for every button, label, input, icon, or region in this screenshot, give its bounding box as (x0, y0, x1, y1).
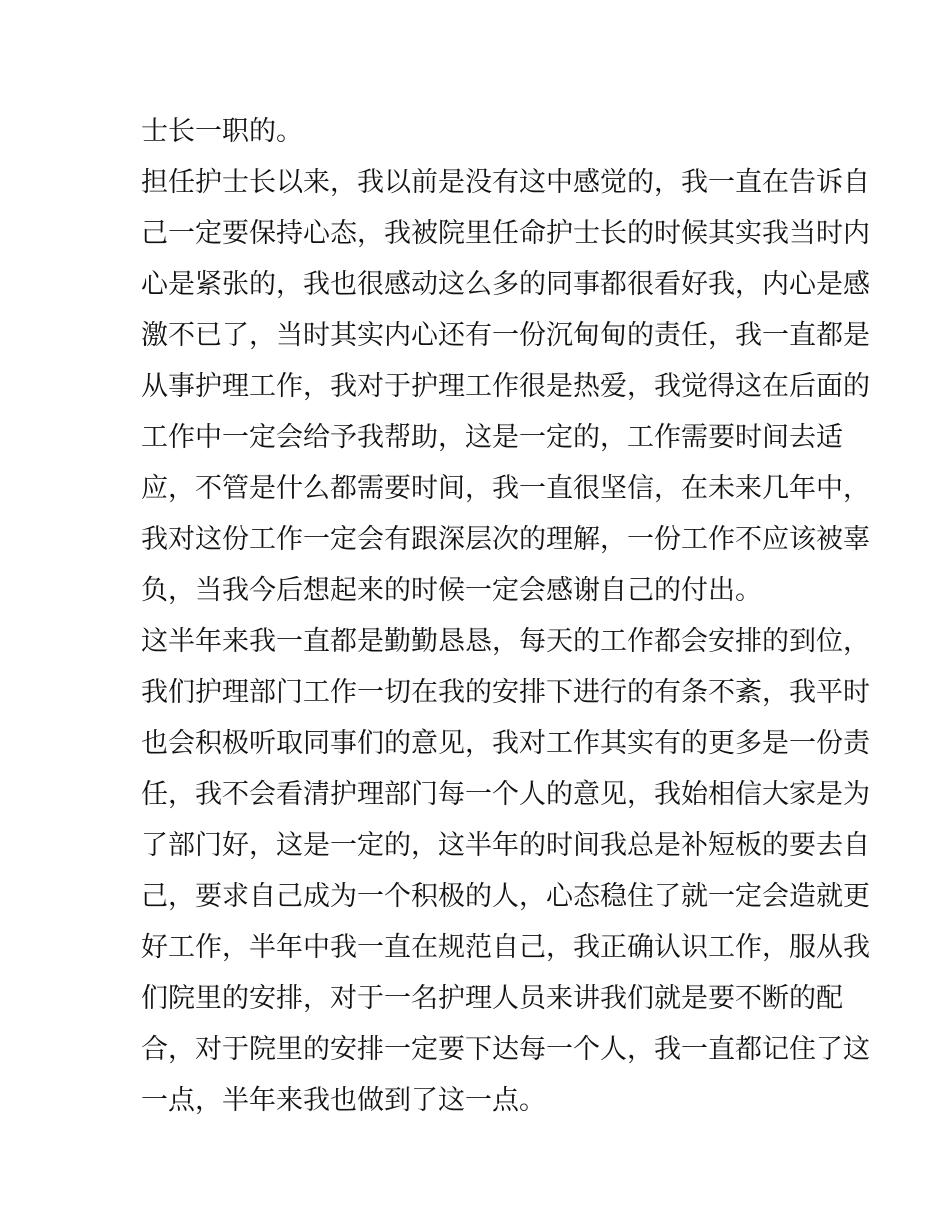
text-line: 激不已了，当时其实内心还有一份沉甸甸的责任，我一直都是 (141, 320, 870, 351)
text-line: 了部门好，这是一定的，这半年的时间我总是补短板的要去自 (141, 830, 870, 861)
text-line: 己一定要保持心态，我被院里任命护士长的时候其实我当时内 (141, 218, 870, 249)
text-line: 担任护士长以来，我以前是没有这中感觉的，我一直在告诉自 (141, 167, 870, 198)
text-line: 从事护理工作，我对于护理工作很是热爱，我觉得这在后面的 (141, 371, 870, 402)
text-line: 负，当我今后想起来的时候一定会感谢自己的付出。 (141, 575, 762, 606)
text-line: 我对这份工作一定会有跟深层次的理解，一份工作不应该被辜 (141, 524, 870, 555)
text-line: 这半年来我一直都是勤勤恳恳，每天的工作都会安排的到位， (141, 626, 870, 657)
body-text (141, 106, 870, 1126)
text-line: 应，不管是什么都需要时间，我一直很坚信，在未来几年中， (141, 473, 870, 504)
text-line: 合，对于院里的安排一定要下达每一个人，我一直都记住了这 (141, 1034, 870, 1065)
text-line: 心是紧张的，我也很感动这么多的同事都很看好我，内心是感 (141, 269, 870, 300)
text-line: 好工作，半年中我一直在规范自己，我正确认识工作，服从我 (141, 932, 870, 963)
text-line: 我们护理部门工作一切在我的安排下进行的有条不紊，我平时 (141, 677, 870, 708)
text-line: 己，要求自己成为一个积极的人，心态稳住了就一定会造就更 (141, 881, 870, 912)
text-line: 一点，半年来我也做到了这一点。 (141, 1085, 546, 1116)
text-line: 也会积极听取同事们的意见，我对工作其实有的更多是一份责 (141, 728, 870, 759)
text-line: 任，我不会看清护理部门每一个人的意见，我始相信大家是为 (141, 779, 870, 810)
text-line: 士长一职的。 (141, 116, 303, 147)
text-line: 们院里的安排，对于一名护理人员来讲我们就是要不断的配 (141, 983, 843, 1014)
text-line: 工作中一定会给予我帮助，这是一定的，工作需要时间去适 (141, 422, 843, 453)
